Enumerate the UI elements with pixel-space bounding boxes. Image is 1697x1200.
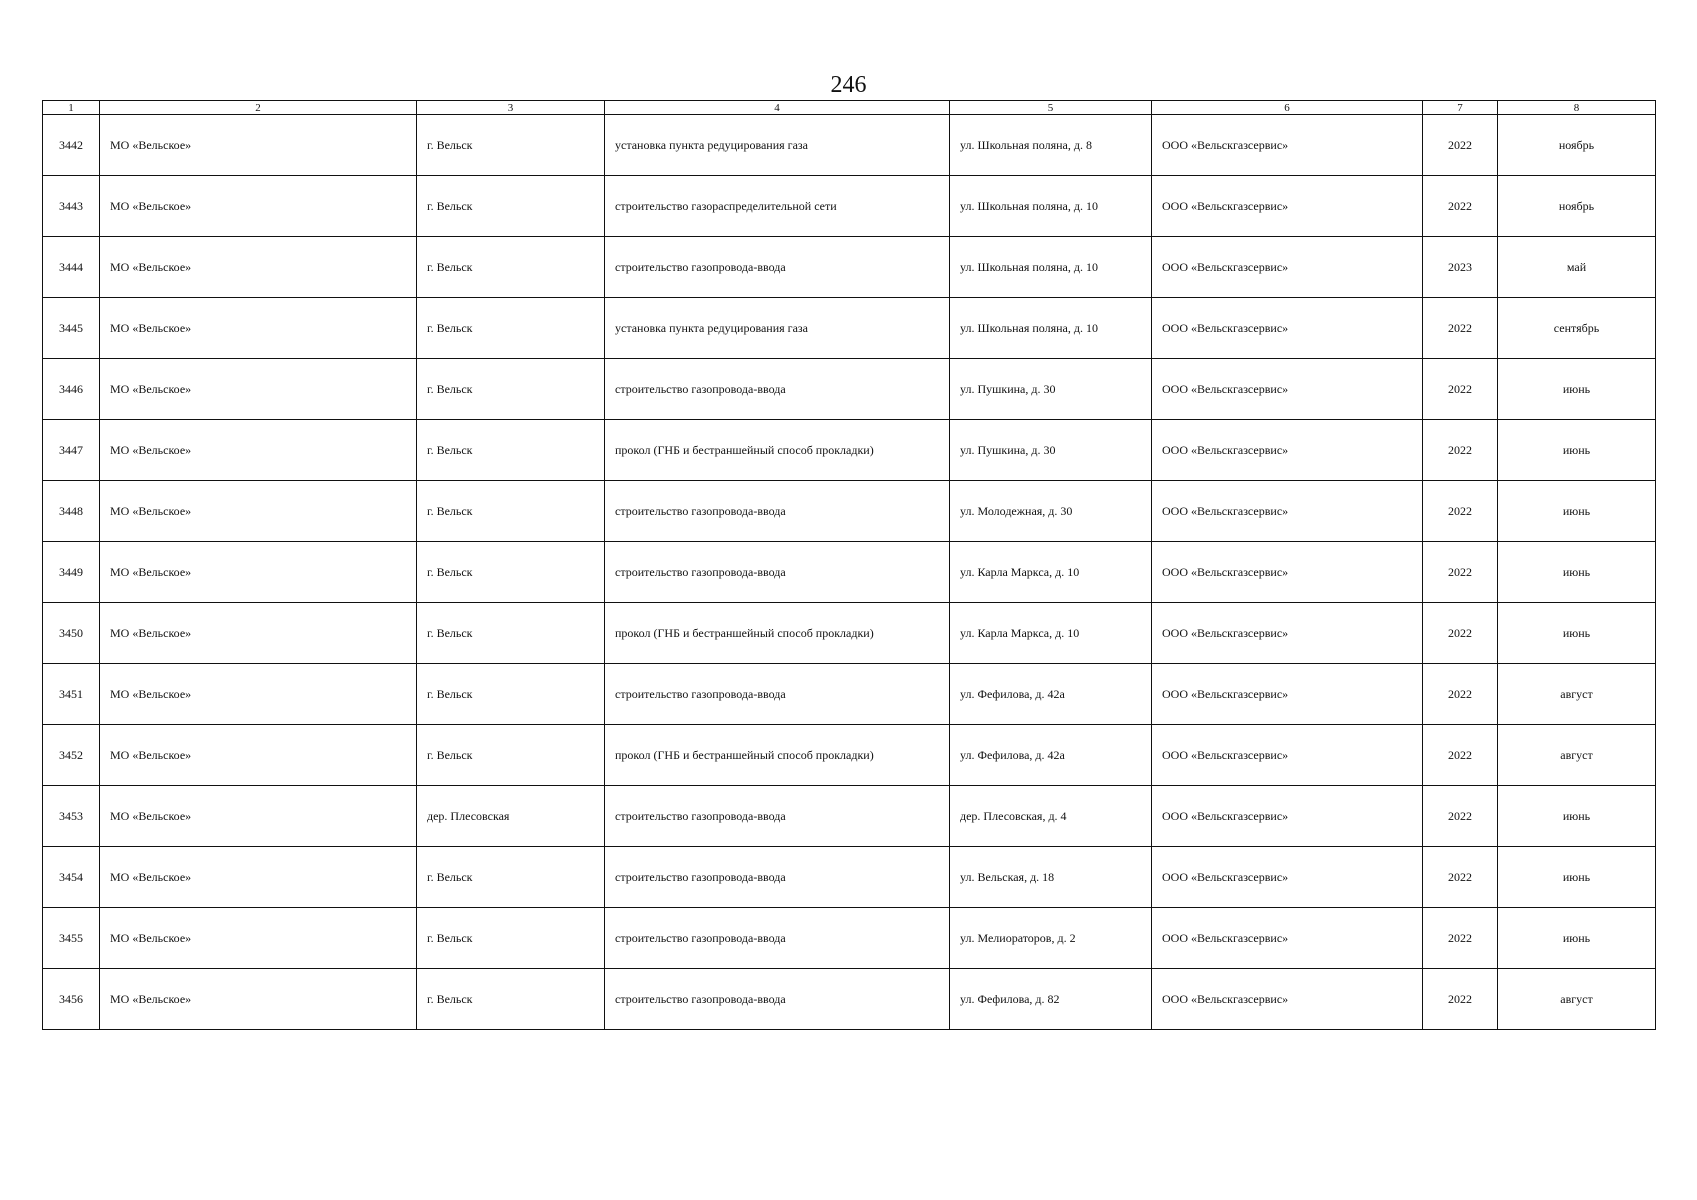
month-cell: июнь [1498,542,1656,603]
locality-cell: г. Вельск [417,664,605,725]
organization-cell: ООО «Вельскгазсервис» [1152,237,1423,298]
municipality-cell: МО «Вельское» [100,542,417,603]
address-cell: ул. Карла Маркса, д. 10 [950,542,1152,603]
municipality-cell: МО «Вельское» [100,908,417,969]
year-cell: 2022 [1423,603,1498,664]
column-header: 5 [950,101,1152,115]
address-cell: ул. Молодежная, д. 30 [950,481,1152,542]
address-cell: ул. Мелиораторов, д. 2 [950,908,1152,969]
year-cell: 2022 [1423,908,1498,969]
table-row [43,176,1656,237]
locality-cell: г. Вельск [417,603,605,664]
municipality-cell: МО «Вельское» [100,603,417,664]
locality-cell: г. Вельск [417,420,605,481]
table-row [43,908,1656,969]
organization-cell: ООО «Вельскгазсервис» [1152,969,1423,1030]
municipality-cell: МО «Вельское» [100,420,417,481]
municipality-cell: МО «Вельское» [100,481,417,542]
row-number: 3453 [43,786,100,847]
month-cell: август [1498,969,1656,1030]
work-type-cell: строительство газопровода-ввода [605,664,950,725]
address-cell: ул. Школьная поляна, д. 10 [950,176,1152,237]
row-number: 3450 [43,603,100,664]
row-number: 3443 [43,176,100,237]
municipality-cell: МО «Вельское» [100,176,417,237]
municipality-cell: МО «Вельское» [100,786,417,847]
municipality-cell: МО «Вельское» [100,664,417,725]
month-cell: август [1498,725,1656,786]
table-row [43,603,1656,664]
address-cell: ул. Пушкина, д. 30 [950,420,1152,481]
year-cell: 2022 [1423,359,1498,420]
organization-cell: ООО «Вельскгазсервис» [1152,176,1423,237]
month-cell: ноябрь [1498,176,1656,237]
year-cell: 2022 [1423,786,1498,847]
municipality-cell: МО «Вельское» [100,298,417,359]
work-type-cell: строительство газопровода-ввода [605,542,950,603]
row-number: 3444 [43,237,100,298]
organization-cell: ООО «Вельскгазсервис» [1152,481,1423,542]
column-header: 4 [605,101,950,115]
work-type-cell: установка пункта редуцирования газа [605,298,950,359]
address-cell: ул. Карла Маркса, д. 10 [950,603,1152,664]
month-cell: июнь [1498,847,1656,908]
year-cell: 2022 [1423,969,1498,1030]
page-number: 246 [830,72,867,98]
month-cell: июнь [1498,481,1656,542]
column-header: 2 [100,101,417,115]
row-number: 3447 [43,420,100,481]
column-header: 6 [1152,101,1423,115]
address-cell: ул. Школьная поляна, д. 10 [950,298,1152,359]
table-row [43,420,1656,481]
address-cell: ул. Школьная поляна, д. 10 [950,237,1152,298]
locality-cell: г. Вельск [417,908,605,969]
row-number: 3452 [43,725,100,786]
municipality-cell: МО «Вельское» [100,359,417,420]
month-cell: июнь [1498,603,1656,664]
municipality-cell: МО «Вельское» [100,237,417,298]
work-type-cell: установка пункта редуцирования газа [605,115,950,176]
column-header: 3 [417,101,605,115]
organization-cell: ООО «Вельскгазсервис» [1152,115,1423,176]
organization-cell: ООО «Вельскгазсервис» [1152,908,1423,969]
locality-cell: г. Вельск [417,847,605,908]
column-header: 7 [1423,101,1498,115]
address-cell: ул. Пушкина, д. 30 [950,359,1152,420]
municipality-cell: МО «Вельское» [100,115,417,176]
table-row [43,786,1656,847]
work-type-cell: строительство газопровода-ввода [605,481,950,542]
month-cell: ноябрь [1498,115,1656,176]
organization-cell: ООО «Вельскгазсервис» [1152,847,1423,908]
work-type-cell: прокол (ГНБ и бестраншейный способ прокладки) [605,603,950,664]
address-cell: ул. Фефилова, д. 42а [950,664,1152,725]
work-type-cell: строительство газопровода-ввода [605,847,950,908]
year-cell: 2022 [1423,115,1498,176]
table-row [43,664,1656,725]
municipality-cell: МО «Вельское» [100,725,417,786]
locality-cell: г. Вельск [417,481,605,542]
column-number-row [43,101,1656,115]
address-cell: ул. Фефилова, д. 42а [950,725,1152,786]
work-type-cell: строительство газопровода-ввода [605,908,950,969]
work-type-cell: строительство газопровода-ввода [605,786,950,847]
table-row [43,847,1656,908]
organization-cell: ООО «Вельскгазсервис» [1152,359,1423,420]
row-number: 3455 [43,908,100,969]
month-cell: июнь [1498,786,1656,847]
organization-cell: ООО «Вельскгазсервис» [1152,420,1423,481]
month-cell: август [1498,664,1656,725]
year-cell: 2022 [1423,725,1498,786]
table-row [43,542,1656,603]
locality-cell: г. Вельск [417,725,605,786]
organization-cell: ООО «Вельскгазсервис» [1152,542,1423,603]
year-cell: 2022 [1423,298,1498,359]
month-cell: сентябрь [1498,298,1656,359]
locality-cell: дер. Плесовская [417,786,605,847]
table-body [43,115,1656,1030]
row-number: 3448 [43,481,100,542]
year-cell: 2022 [1423,664,1498,725]
municipality-cell: МО «Вельское» [100,847,417,908]
organization-cell: ООО «Вельскгазсервис» [1152,298,1423,359]
column-header: 8 [1498,101,1656,115]
month-cell: июнь [1498,908,1656,969]
organization-cell: ООО «Вельскгазсервис» [1152,786,1423,847]
year-cell: 2022 [1423,176,1498,237]
year-cell: 2023 [1423,237,1498,298]
municipality-cell: МО «Вельское» [100,969,417,1030]
table-row [43,481,1656,542]
row-number: 3445 [43,298,100,359]
address-cell: ул. Вельская, д. 18 [950,847,1152,908]
locality-cell: г. Вельск [417,176,605,237]
work-type-cell: строительство газопровода-ввода [605,237,950,298]
table-row [43,115,1656,176]
organization-cell: ООО «Вельскгазсервис» [1152,725,1423,786]
locality-cell: г. Вельск [417,115,605,176]
row-number: 3449 [43,542,100,603]
gasification-schedule-table [42,100,1656,1030]
table-row [43,298,1656,359]
locality-cell: г. Вельск [417,359,605,420]
work-type-cell: строительство газораспределительной сети [605,176,950,237]
work-type-cell: строительство газопровода-ввода [605,359,950,420]
column-header: 1 [43,101,100,115]
year-cell: 2022 [1423,481,1498,542]
locality-cell: г. Вельск [417,969,605,1030]
month-cell: июнь [1498,420,1656,481]
address-cell: ул. Школьная поляна, д. 8 [950,115,1152,176]
address-cell: дер. Плесовская, д. 4 [950,786,1152,847]
work-type-cell: прокол (ГНБ и бестраншейный способ прокладки) [605,420,950,481]
work-type-cell: строительство газопровода-ввода [605,969,950,1030]
year-cell: 2022 [1423,420,1498,481]
locality-cell: г. Вельск [417,237,605,298]
address-cell: ул. Фефилова, д. 82 [950,969,1152,1030]
month-cell: июнь [1498,359,1656,420]
row-number: 3446 [43,359,100,420]
organization-cell: ООО «Вельскгазсервис» [1152,603,1423,664]
work-type-cell: прокол (ГНБ и бестраншейный способ прокладки) [605,725,950,786]
table-row [43,359,1656,420]
table-row [43,969,1656,1030]
table-row [43,237,1656,298]
row-number: 3454 [43,847,100,908]
table-row [43,725,1656,786]
row-number: 3442 [43,115,100,176]
month-cell: май [1498,237,1656,298]
organization-cell: ООО «Вельскгазсервис» [1152,664,1423,725]
year-cell: 2022 [1423,542,1498,603]
locality-cell: г. Вельск [417,298,605,359]
locality-cell: г. Вельск [417,542,605,603]
year-cell: 2022 [1423,847,1498,908]
row-number: 3456 [43,969,100,1030]
row-number: 3451 [43,664,100,725]
